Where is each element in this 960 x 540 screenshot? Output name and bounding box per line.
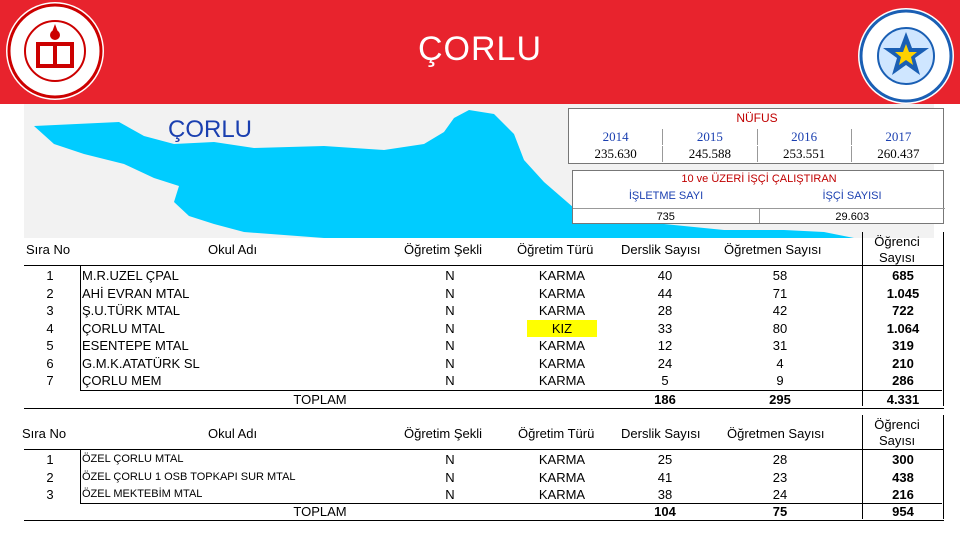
cell-ogretmen: 80	[772, 320, 788, 336]
workers-values	[573, 208, 945, 223]
cell-no: 3	[46, 303, 54, 318]
total-divider	[80, 390, 942, 391]
workers-title: 10 ve ÜZERİ İŞÇİ ÇALIŞTIRAN	[681, 173, 837, 185]
cell-name: AHİ EVRAN MTAL	[82, 285, 190, 301]
total-label: TOPLAM	[293, 392, 347, 407]
cell-name: ÖZEL ÇORLU 1 OSB TOPKAPI SUR MTAL	[82, 470, 296, 483]
worker-count-value: 29.603	[835, 211, 870, 223]
table-bottom-border	[24, 408, 944, 409]
cell-no: 1	[46, 452, 54, 467]
cell-ogretmen: 4	[776, 355, 784, 371]
cell-tur: KARMA	[538, 338, 586, 353]
population-year: 2014	[569, 129, 663, 145]
total-ogretmen: 295	[769, 392, 791, 407]
population-year: 2015	[663, 129, 757, 145]
cell-sekil: N	[445, 303, 455, 318]
cell-ogretmen: 24	[772, 487, 788, 502]
header-ogretim-turu: Öğretim Türü	[517, 242, 594, 257]
cell-sekil: N	[445, 320, 455, 336]
cell-derslik: 24	[657, 355, 673, 371]
directorate-logo-icon	[858, 8, 954, 104]
cell-name: ÖZEL ÇORLU MTAL	[82, 453, 184, 465]
header-ogretim-sekli: Öğretim Şekli	[404, 426, 483, 441]
population-years	[569, 129, 945, 145]
directorate-logo	[858, 8, 954, 104]
cell-tur: KARMA	[538, 303, 586, 318]
cell-no: 3	[46, 487, 54, 502]
cell-name: ÇORLU MTAL	[82, 320, 165, 336]
header-ogrenci-sayisi: Öğrenci Sayısı	[874, 417, 920, 448]
header-band	[0, 0, 960, 104]
cell-derslik: 44	[657, 285, 673, 301]
cell-name: ÇORLU MEM	[82, 373, 162, 388]
total-label: TOPLAM	[293, 504, 347, 519]
map-title: ÇORLU	[168, 116, 253, 143]
header-ogretim-turu: Öğretim Türü	[518, 426, 595, 441]
cell-no: 6	[46, 355, 54, 371]
cell-ogretmen: 31	[772, 338, 788, 353]
cell-no: 4	[46, 320, 54, 336]
column-divider	[862, 232, 863, 406]
cell-ogretmen: 9	[776, 373, 784, 388]
total-ogrenci: 4.331	[886, 392, 920, 407]
workers-box	[572, 170, 944, 224]
cell-derslik: 33	[657, 320, 673, 336]
population-box	[568, 108, 944, 164]
cell-sekil: N	[445, 268, 455, 283]
header-sira-no: Sıra No	[22, 426, 67, 441]
cell-sekil: N	[445, 487, 455, 502]
cell-no: 1	[46, 268, 54, 283]
cell-name: ESENTEPE MTAL	[82, 338, 189, 353]
cell-derslik: 25	[657, 452, 673, 467]
cell-sekil: N	[445, 285, 455, 301]
total-ogretmen: 75	[772, 504, 788, 519]
cell-tur-highlighted: KIZ	[527, 320, 597, 338]
column-divider	[80, 266, 81, 390]
cell-ogrenci: 685	[892, 268, 914, 283]
header-ogrenci-sayisi: Öğrenci Sayısı	[874, 234, 920, 265]
cell-no: 7	[46, 373, 54, 388]
cell-ogrenci: 286	[892, 373, 914, 388]
cell-tur: KARMA	[538, 355, 586, 371]
table-bottom-border	[24, 520, 944, 521]
cell-sekil: N	[445, 373, 455, 388]
population-year: 2016	[758, 129, 852, 145]
cell-sekil: N	[445, 338, 455, 353]
cell-tur: KARMA	[538, 469, 586, 485]
cell-ogrenci: 438	[892, 469, 914, 485]
header-divider	[24, 265, 944, 266]
cell-derslik: 28	[657, 303, 673, 318]
header-derslik-sayisi: Derslik Sayısı	[621, 242, 701, 257]
cell-sekil: N	[445, 469, 455, 485]
cell-ogrenci: 1.064	[886, 320, 920, 336]
cell-name: Ş.U.TÜRK MTAL	[82, 303, 180, 318]
column-divider	[80, 450, 81, 504]
cell-tur: KARMA	[538, 373, 586, 388]
cell-no: 2	[46, 469, 54, 485]
cell-ogrenci: 1.045	[886, 285, 920, 301]
header-okul-adi: Okul Adı	[208, 426, 258, 441]
population-label: NÜFUS	[736, 111, 778, 125]
header-sira-no: Sıra No	[26, 242, 71, 257]
population-value: 253.551	[758, 146, 852, 162]
header-ogretmen-sayisi: Öğretmen Sayısı	[727, 426, 825, 441]
cell-sekil: N	[445, 355, 455, 371]
header-derslik-sayisi: Derslik Sayısı	[621, 426, 701, 441]
population-value: 245.588	[663, 146, 757, 162]
workers-column-labels	[573, 190, 945, 202]
cell-ogretmen: 23	[772, 469, 788, 485]
cell-ogrenci: 210	[892, 355, 914, 371]
cell-derslik: 38	[657, 487, 673, 502]
total-derslik: 186	[654, 392, 676, 407]
total-ogrenci: 954	[892, 504, 914, 519]
business-count-value: 735	[573, 209, 760, 223]
population-values	[569, 146, 945, 162]
total-derslik: 104	[654, 504, 676, 519]
cell-derslik: 41	[657, 469, 673, 485]
cell-no: 2	[46, 285, 54, 301]
header-ogretmen-sayisi: Öğretmen Sayısı	[724, 242, 822, 257]
cell-tur: KARMA	[538, 268, 586, 283]
column-divider	[943, 232, 944, 406]
cell-ogrenci: 722	[892, 303, 914, 318]
page-title: ÇORLU	[417, 30, 543, 68]
population-value: 260.437	[877, 146, 920, 161]
cell-ogretmen: 71	[772, 285, 788, 301]
total-divider	[80, 503, 942, 504]
cell-name: G.M.K.ATATÜRK SL	[82, 355, 200, 371]
header-ogretim-sekli: Öğretim Şekli	[404, 242, 483, 257]
header-okul-adi: Okul Adı	[208, 242, 258, 257]
cell-sekil: N	[445, 452, 455, 467]
cell-ogrenci: 319	[892, 338, 914, 353]
cell-no: 5	[46, 338, 54, 353]
cell-name: M.R.UZEL ÇPAL	[82, 268, 179, 283]
cell-derslik: 40	[657, 268, 673, 283]
cell-ogretmen: 42	[772, 303, 788, 318]
cell-ogrenci: 300	[892, 452, 914, 467]
worker-count-label: İŞÇİ SAYISI	[822, 190, 882, 202]
cell-derslik: 5	[661, 373, 669, 388]
cell-ogretmen: 28	[772, 452, 788, 467]
column-divider	[943, 415, 944, 519]
cell-derslik: 12	[657, 338, 673, 353]
cell-tur: KARMA	[538, 487, 586, 502]
cell-name: ÖZEL MEKTEBİM MTAL	[82, 488, 203, 500]
cell-tur: KARMA	[538, 285, 586, 301]
cell-tur: KARMA	[538, 452, 586, 467]
population-year: 2017	[885, 129, 912, 144]
cell-ogretmen: 58	[772, 268, 788, 283]
cell-ogrenci: 216	[892, 487, 914, 502]
header-divider	[24, 449, 944, 450]
population-value: 235.630	[569, 146, 663, 162]
business-count-label: İŞLETME SAYI	[628, 190, 704, 202]
